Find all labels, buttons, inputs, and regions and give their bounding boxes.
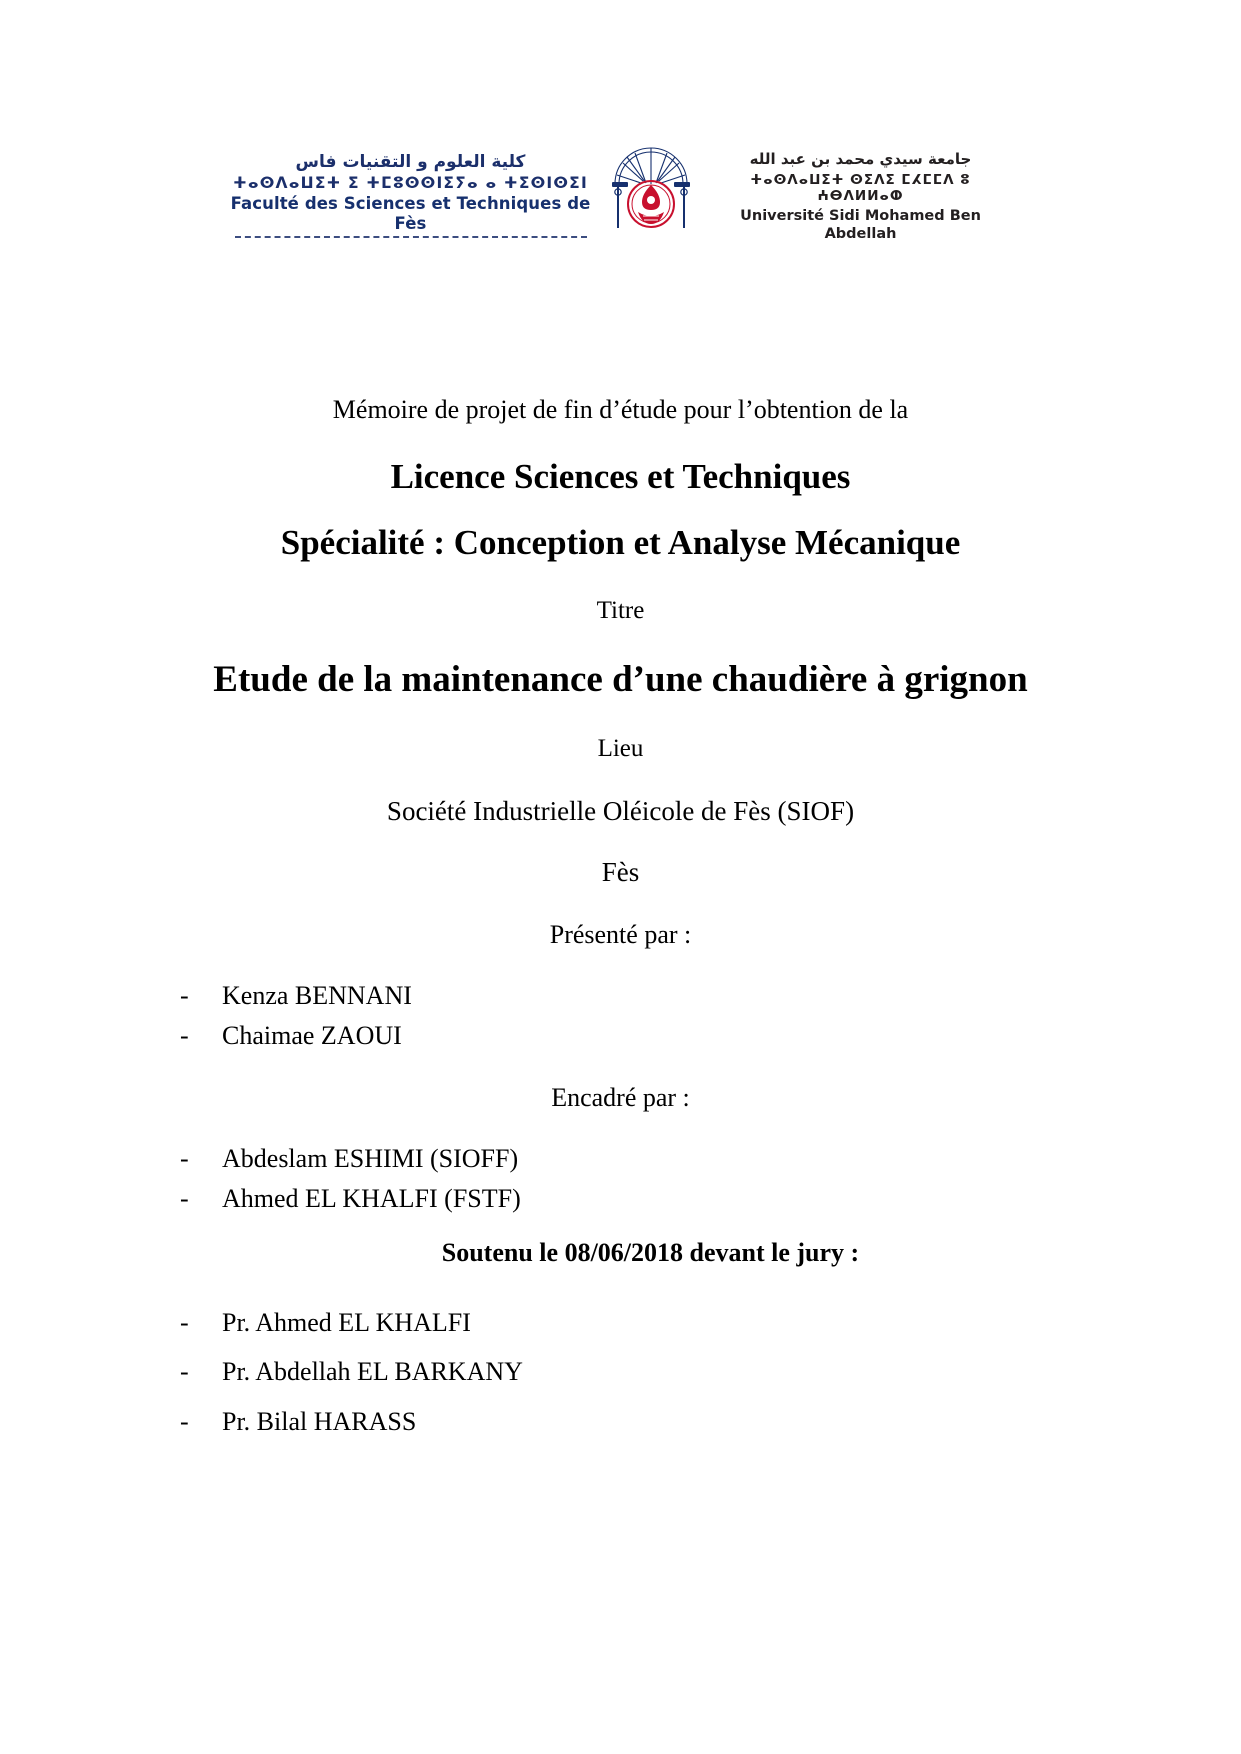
title-section-label: Titre <box>596 597 645 625</box>
page-header <box>0 130 1241 243</box>
title-page-content <box>0 396 1241 1446</box>
company-name: Société Industrielle Oléicole de Fès (SIOF) <box>386 795 855 826</box>
faculty-header-block <box>231 130 591 238</box>
university-header-block <box>711 130 1011 244</box>
list-item: - Pr. Ahmed EL KHALFI <box>180 1298 1241 1347</box>
place-section-label: Lieu <box>597 735 644 763</box>
faculty-name-tifinagh: ⵜⴰⵙⴷⴰⵡⵉⵜ ⵉ ⵜⵎⵓⵙⵙⵏⵉⵢⴰ ⴰ ⵜⵉⵙⵏⵙⵉⵏ <box>233 174 588 193</box>
faculty-header-divider <box>235 236 587 238</box>
speciality-name: Spécialité : Conception et Analyse Mécanique <box>280 522 961 562</box>
list-item: - Chaimae ZAOUI <box>180 1016 1241 1056</box>
defense-date-line: Soutenu le 08/06/2018 devant le jury : <box>441 1238 860 1268</box>
university-seal-logo <box>605 130 697 234</box>
degree-name: Licence Sciences et Techniques <box>390 456 851 496</box>
city-name: Fès <box>601 857 640 888</box>
faculty-name-french: Faculté des Sciences et Techniques de Fès <box>230 193 591 233</box>
presented-by-label: Présenté par : <box>549 920 692 950</box>
thesis-title: Etude de la maintenance d’une chaudière à grignon <box>213 658 1028 700</box>
jury-list <box>0 1298 1241 1446</box>
faculty-name-arabic: كلية العلوم و التقنيات فاس <box>295 152 526 172</box>
university-name-french: Université Sidi Mohamed Ben Abdellah <box>740 208 981 243</box>
list-item: - Abdeslam ESHIMI (SIOFF) <box>180 1139 1241 1179</box>
authors-list <box>0 976 1241 1057</box>
supervised-by-label: Encadré par : <box>551 1083 690 1113</box>
supervisors-list <box>0 1139 1241 1220</box>
list-item: - Pr. Bilal HARASS <box>180 1397 1241 1446</box>
list-item: - Pr. Abdellah EL BARKANY <box>180 1347 1241 1396</box>
degree-intro-text: Mémoire de projet de fin d’étude pour l’obtention de la <box>332 395 909 424</box>
university-name-tifinagh: ⵜⴰⵙⴷⴰⵡⵉⵜ ⵙⵉⴷⵉ ⵎⵃⵎⵎⴷ ⵓ ⵄⴱⴷⵍⵍⴰⵀ <box>750 171 971 205</box>
university-name-arabic: جامعة سيدي محمد بن عبد الله <box>749 150 972 168</box>
list-item: - Kenza BENNANI <box>180 976 1241 1016</box>
list-item: - Ahmed EL KHALFI (FSTF) <box>180 1179 1241 1219</box>
